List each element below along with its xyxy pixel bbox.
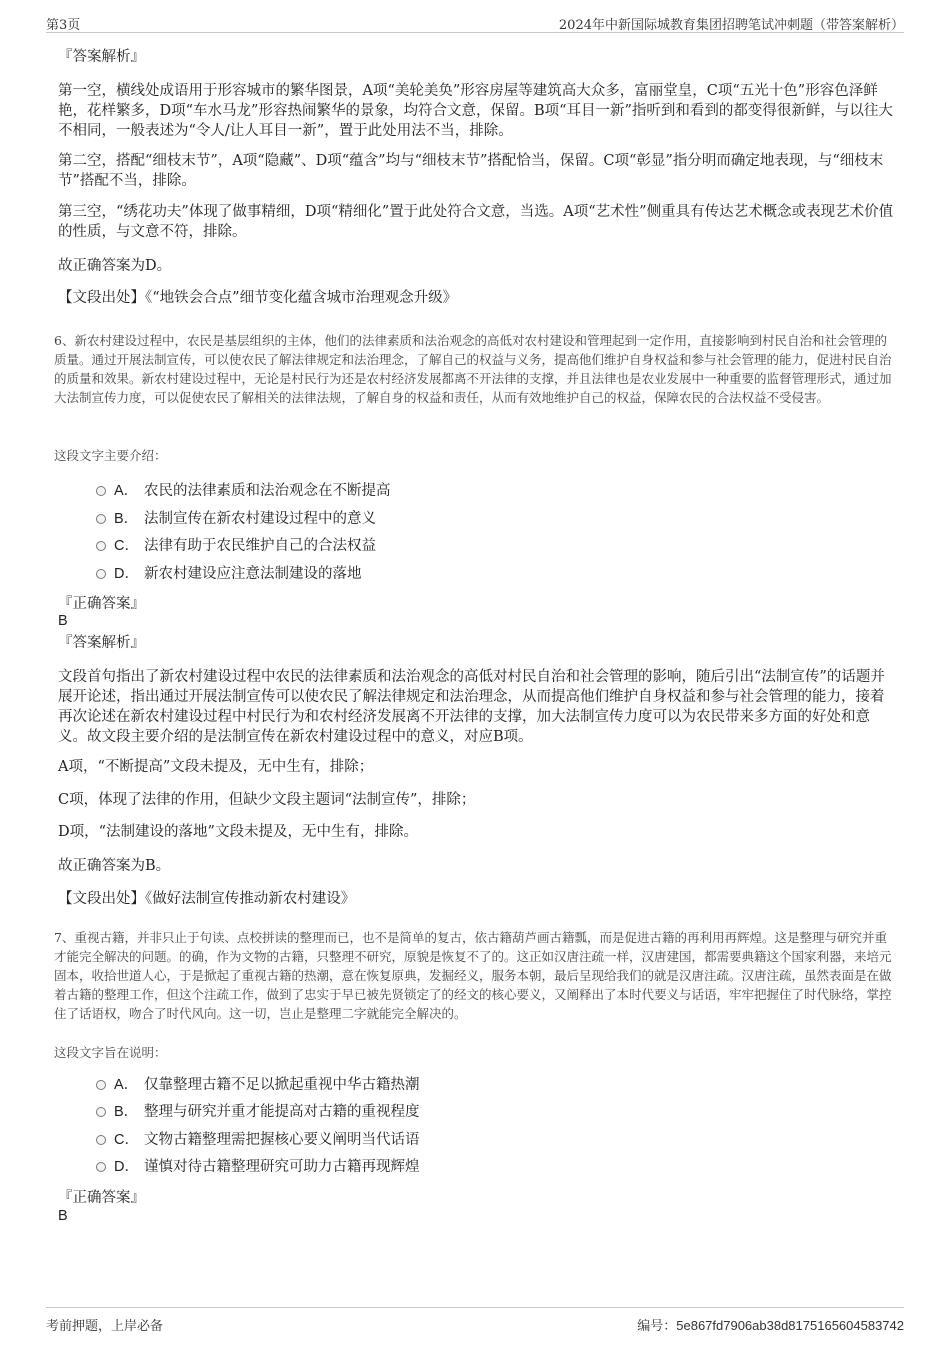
q6-option-a[interactable]: A． 农民的法律素质和法治观念在不断提高 — [96, 481, 391, 501]
q7-answer: B — [58, 1208, 68, 1224]
q6-stem: 6、新农村建设过程中，农民是基层组织的主体，他们的法律素质和法治观念的高低对农村建设和管理起到一定作用，直接影响到村民自治和社会管理的质量。通过开展法制宣传，可以使农民了解法律规定和法治理念，了解自己的权益与义务，提高他们维护自身权益和参与社会管理的能力，促进村民自治的质量和效果。新农村建设过程中，无论是村民行为还是农村经济发展都离不开法律的支撑，并且法律也是农业发展中一种重要的监督管理形式，通过加大法制宣传力度，可以促使农民了解相关的法律法规，了解自身的权益和责任，从而有效地维护自己的权益，保障农民的合法权益不受侵害。 — [54, 333, 892, 405]
page-header — [46, 12, 904, 33]
q5-analysis-para3: 第三空，“绣花功夫”体现了做事精细，D项“精细化”置于此处符合文意，当选。A项“艺术性”侧重具有传达艺术概念或表现艺术价值的性质，与文意不符，排除。 — [58, 204, 894, 240]
document-title: 2024年中新国际城教育集团招聘笔试冲刺题（带答案解析） — [558, 18, 904, 33]
q7-answer-label: 『正确答案』 — [58, 1190, 145, 1206]
radio-icon[interactable] — [96, 514, 106, 524]
q5-source: 【文段出处】《“地铁会合点”细节变化蕴含城市治理观念升级》 — [58, 290, 458, 306]
q7-option-c[interactable]: C． 文物古籍整理需把握核心要义阐明当代话语 — [96, 1130, 420, 1150]
q5-analysis-para1: 第一空，横线处成语用于形容城市的繁华图景，A项“美轮美奂”形容房屋等建筑高大众多，富丽堂皇，C项“五光十色”形容色泽鲜艳，花样繁多，D项“车水马龙”形容热闹繁华的景象，均符合文意，保留。B项“耳目一新”指听到和看到的都变得很新鲜，与以往大不相同，一般表述为“令人/让人耳目一新”，置于此处用法不当，排除。 — [58, 83, 893, 139]
q6-option-d[interactable]: D． 新农村建设应注意法制建设的落地 — [96, 564, 362, 584]
radio-icon[interactable] — [96, 1080, 106, 1090]
q6-conclusion: 故正确答案为B。 — [58, 858, 171, 874]
q6-answer: B — [58, 613, 68, 629]
q7-option-d[interactable]: D． 谨慎对待古籍整理研究可助力古籍再现辉煌 — [96, 1157, 420, 1177]
q5-analysis-label: 『答案解析』 — [58, 49, 145, 65]
document-code: 编号：5e867fd7906ab38d8175165604583742 — [637, 1318, 904, 1334]
q6-option-b[interactable]: B． 法制宣传在新农村建设过程中的意义 — [96, 509, 376, 529]
radio-icon[interactable] — [96, 569, 106, 579]
radio-icon[interactable] — [96, 1107, 106, 1117]
q6-answer-label: 『正确答案』 — [58, 596, 145, 612]
q6-source: 【文段出处】《做好法制宣传推动新农村建设》 — [58, 891, 356, 907]
radio-icon[interactable] — [96, 541, 106, 551]
q6-prompt: 这段文字主要介绍： — [54, 448, 167, 463]
q5-analysis-para2: 第二空，搭配“细枝末节”，A项“隐藏”、D项“蕴含”均与“细枝末节”搭配恰当，保留。C项“彰显”指分明而确定地表现，与“细枝末节”搭配不当，排除。 — [58, 153, 884, 189]
q6-analysis-label: 『答案解析』 — [58, 635, 145, 651]
q6-c-note: C项，体现了法律的作用，但缺少文段主题词“法制宣传”，排除； — [58, 792, 476, 808]
q7-prompt: 这段文字旨在说明： — [54, 1045, 167, 1060]
radio-icon[interactable] — [96, 1135, 106, 1145]
q6-a-note: A项，“不断提高”文段未提及，无中生有，排除； — [58, 759, 374, 775]
q7-stem: 7、重视古籍，并非只止于句读、点校拼读的整理而已，也不是简单的复古，依古籍葫芦画古籍瓢，而是促进古籍的再利用再辉煌。这是整理与研究并重才能完全解决的问题。的确，作为文物的古籍，只整理不研究，原貌是恢复不了的。这正如汉唐注疏一样，汉唐建国，都需要典籍这个国家利器，来培元固本，收拾世道人心，于是掀起了重视古籍的热潮，意在恢复原典，发掘经义，服务本朝，最后呈现给我们的就是汉唐注疏。汉唐注疏，虽然表面是在做着古籍的整理工作，但这个注疏工作，做到了忠实于早已被先贤锁定了的经文的核心要义，又阐释出了本时代要义与话语，牢牢把握住了时代脉络，掌控住了话语权，吻合了时代风向。这一切，岂止是整理二字就能完全解决的。 — [54, 930, 892, 1021]
page-number: 第3页 — [46, 18, 81, 33]
footer-slogan: 考前押题，上岸必备 — [46, 1319, 164, 1334]
radio-icon[interactable] — [96, 1162, 106, 1172]
q7-option-b[interactable]: B． 整理与研究并重才能提高对古籍的重视程度 — [96, 1102, 420, 1122]
q5-conclusion: 故正确答案为D。 — [58, 258, 172, 274]
q7-option-a[interactable]: A． 仅靠整理古籍不足以掀起重视中华古籍热潮 — [96, 1075, 420, 1095]
q6-d-note: D项，“法制建设的落地”文段未提及，无中生有，排除。 — [58, 824, 418, 840]
radio-icon[interactable] — [96, 486, 106, 496]
q6-option-c[interactable]: C． 法律有助于农民维护自己的合法权益 — [96, 536, 376, 556]
page-footer — [46, 1307, 904, 1334]
q6-analysis: 文段首句指出了新农村建设过程中农民的法律素质和法治观念的高低对村民自治和社会管理的影响，随后引出“法制宣传”的话题并展开论述，指出通过开展法制宣传可以使农民了解法律规定和法治理念，从而提高他们维护自身权益和参与社会管理的能力，接着再次论述在新农村建设过程中村民行为和农村经济发展离不开法律的支撑，加大法制宣传力度可以为农民带来多方面的好处和意义。故文段主要介绍的是法制宣传在新农村建设过程中的意义，对应B项。 — [58, 669, 885, 745]
